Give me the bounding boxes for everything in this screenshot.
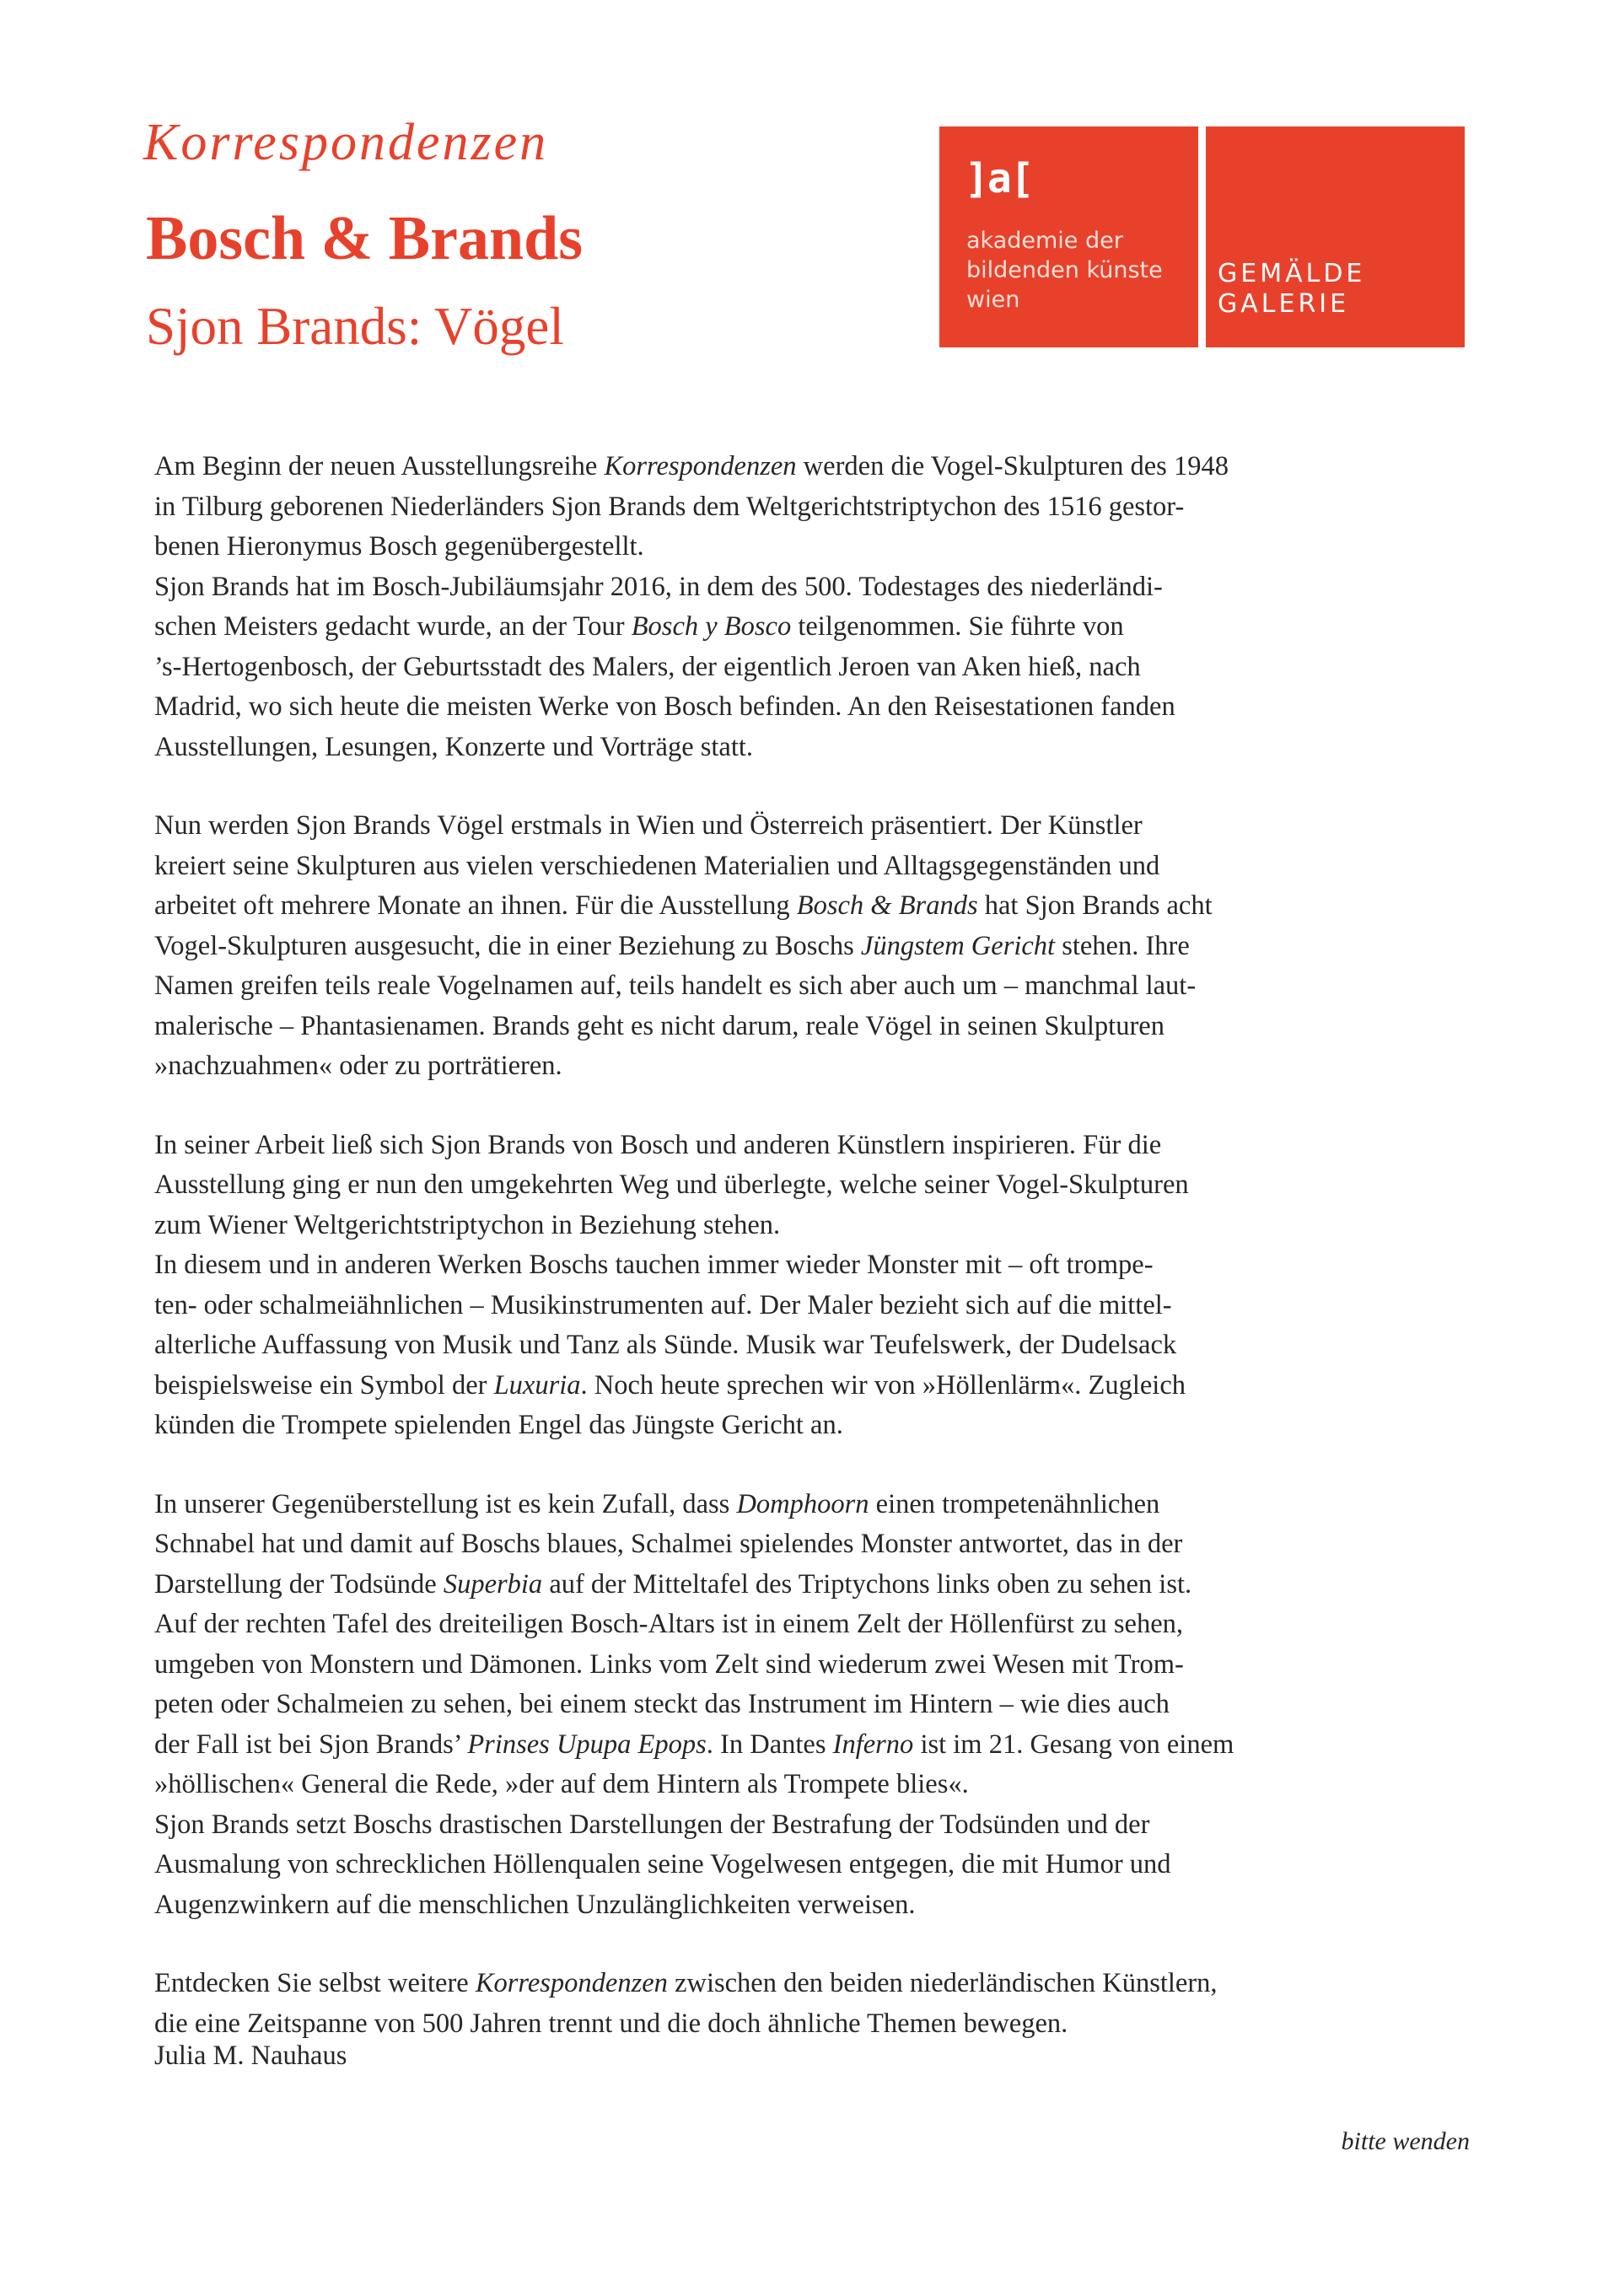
exhibition-subtitle: Sjon Brands: Vögel (146, 297, 564, 356)
text-run: beispielsweise ein Symbol der (154, 1369, 494, 1401)
text-run: Nun werden Sjon Brands Vögel erstmals in Wien und Österreich präsentiert. Der Künstler (154, 810, 1143, 841)
italic-title: Bosch & Brands (796, 890, 978, 921)
akademie-name-line: akademie der (966, 228, 1123, 254)
text-run: Sjon Brands hat im Bosch-Jubiläumsjahr 2016, in dem des 500. Todestages des niederländi- (154, 571, 1163, 602)
text-run: hat Sjon Brands acht (977, 890, 1213, 921)
italic-title: Luxuria (493, 1369, 581, 1401)
text-run: »nachzuahmen« oder zu porträtieren. (154, 1051, 562, 1081)
text-line (154, 1845, 1478, 1885)
italic-title: Jüngstem Gericht (860, 930, 1056, 961)
gemaeldegalerie-logo (1206, 126, 1465, 347)
text-line (154, 1805, 1478, 1846)
text-run: ’s-Hertogenbosch, der Geburtsstadt des Malers, der eigentlich Jeroen van Aken hieß, nach (154, 651, 1141, 682)
gemaeldegalerie-name (1218, 259, 1365, 320)
text-run: »höllischen« General die Rede, »der auf dem Hintern als Trompete blies«. (154, 1769, 969, 1799)
text-run: zwischen den beiden niederländischen Künstlern, (667, 1968, 1218, 1998)
text-run: auf der Mitteltafel des Triptychons links oben zu sehen ist. (542, 1568, 1192, 1600)
series-title: Korrespondenzen (143, 114, 549, 171)
text-line (154, 1126, 1478, 1166)
text-line (154, 687, 1478, 728)
text-run: die eine Zeitspanne von 500 Jahren trennt und die doch ähnliche Themen bewegen. (154, 2008, 1068, 2039)
text-run: der Fall ist bei Sjon Brands’ (154, 1729, 468, 1760)
text-run: malerische – Phantasienamen. Brands geht es nicht darum, reale Vögel in seinen Skulpturen (154, 1010, 1164, 1041)
text-run: Sjon Brands setzt Boschs drastischen Darstellungen der Bestrafung der Todsünden und der (154, 1809, 1150, 1840)
text-line (154, 1645, 1478, 1686)
text-run: Augenzwinkern auf die menschlichen Unzulänglichkeiten verweisen. (154, 1889, 916, 1920)
text-run: . Noch heute sprechen wir von »Höllenlärm«. Zugleich (580, 1369, 1186, 1401)
text-run: Ausmalung von schrecklichen Höllenqualen seine Vogelwesen entgegen, die mit Humor und (154, 1849, 1171, 1879)
akademie-name-line: bildenden künste (966, 257, 1163, 283)
akademie-logo (939, 126, 1198, 347)
text-run: Madrid, wo sich heute die meisten Werke von Bosch befinden. An den Reisestationen fanden (154, 691, 1175, 722)
akademie-name-line: wien (966, 287, 1020, 313)
akademie-mark: ]a[ (965, 155, 1033, 202)
text-line (154, 1485, 1478, 1525)
text-line (154, 527, 1478, 567)
text-run: umgeben von Monstern und Dämonen. Links vom Zelt sind wiederum zwei Wesen mit Trom- (154, 1648, 1184, 1680)
text-run: zum Wiener Weltgerichtstriptychon in Beziehung stehen. (154, 1209, 781, 1240)
akademie-name (966, 226, 1163, 315)
text-run: teilgenommen. Sie führte von (791, 611, 1124, 642)
body-paragraph (154, 1126, 1478, 1446)
text-run: Ausstellungen, Lesungen, Konzerte und Vorträge statt. (154, 731, 754, 762)
body-paragraph (154, 1964, 1478, 2044)
text-line (154, 847, 1478, 887)
body-paragraph (154, 806, 1478, 1087)
italic-title: Korrespondenzen (475, 1968, 668, 1998)
body-text (154, 447, 1478, 2083)
text-line (154, 966, 1478, 1007)
gemaeldegalerie-name-line: GEMÄLDE (1218, 259, 1366, 288)
text-run: Darstellung der Todsünde (154, 1568, 444, 1600)
text-line (154, 1765, 1478, 1805)
text-line (154, 1964, 1478, 2004)
italic-title: Korrespondenzen (604, 451, 797, 481)
please-turn-over-note: bitte wenden (1341, 2127, 1470, 2155)
text-run: . In Dantes (706, 1729, 833, 1760)
text-line (154, 886, 1478, 927)
text-line (154, 1524, 1478, 1565)
italic-title: Prinses Upupa Epops (467, 1729, 707, 1760)
gemaeldegalerie-name-line: GALERIE (1218, 289, 1350, 319)
text-line (154, 1007, 1478, 1047)
text-run: Schnabel hat und damit auf Boschs blaues, Schalmei spielendes Monster antwortet, das in der (154, 1529, 1183, 1559)
body-paragraph (154, 447, 1478, 767)
text-line (154, 1165, 1478, 1206)
text-run: benen Hieronymus Bosch gegenübergestellt. (154, 531, 644, 562)
text-run: peten oder Schalmeien zu sehen, bei einem steckt das Instrument im Hintern – wie dies auch (154, 1689, 1170, 1719)
text-line (154, 2004, 1478, 2045)
text-run: Auf der rechten Tafel des dreiteiligen Bosch-Altars ist in einem Zelt der Höllenfürst zu sehen, (154, 1609, 1183, 1639)
italic-title: Inferno (832, 1729, 914, 1760)
text-run: Vogel-Skulpturen ausgesucht, die in einer Beziehung zu Boschs (154, 930, 861, 961)
text-line (154, 927, 1478, 967)
text-line (154, 1406, 1478, 1446)
text-line (154, 1046, 1478, 1087)
text-run: ist im 21. Gesang von einem (913, 1729, 1234, 1760)
text-line (154, 447, 1478, 487)
text-run: einen trompetenähnlichen (869, 1488, 1160, 1519)
text-line (154, 728, 1478, 768)
text-run: in Tilburg geborenen Niederländers Sjon Brands dem Weltgerichtstriptychon des 1516 gestor- (154, 491, 1185, 522)
text-line (154, 1725, 1478, 1766)
text-line (154, 1245, 1478, 1286)
text-line (154, 806, 1478, 847)
text-run: künden die Trompete spielenden Engel das Jüngste Gericht an. (154, 1410, 843, 1440)
exhibition-title: Bosch & Brands (146, 204, 584, 273)
text-line (154, 1366, 1478, 1406)
text-run: In diesem und in anderen Werken Boschs tauchen immer wieder Monster mit – oft trompe- (154, 1250, 1154, 1280)
text-run: kreiert seine Skulpturen aus vielen verschiedenen Materialien und Alltagsgegenständen und (154, 850, 1160, 881)
text-run: In seiner Arbeit ließ sich Sjon Brands von Bosch und anderen Künstlern inspirieren. Für die (154, 1129, 1162, 1160)
text-line (154, 648, 1478, 688)
text-run: Ausstellung ging er nun den umgekehrten Weg und überlegte, welche seiner Vogel-Skulpturen (154, 1170, 1189, 1200)
text-run: In unserer Gegenüberstellung ist es kein Zufall, dass (154, 1488, 737, 1519)
text-line (154, 1685, 1478, 1725)
author-signature: Julia M. Nauhaus (154, 2041, 347, 2071)
italic-title: Superbia (443, 1568, 543, 1600)
text-line (154, 1565, 1478, 1605)
text-run: Entdecken Sie selbst weitere (154, 1968, 476, 1998)
text-line (154, 1206, 1478, 1246)
text-line (154, 1885, 1478, 1926)
text-line (154, 607, 1478, 648)
text-line (154, 1325, 1478, 1366)
text-run: Am Beginn der neuen Ausstellungsreihe (154, 451, 605, 481)
text-line (154, 487, 1478, 528)
text-run: schen Meisters gedacht wurde, an der Tour (154, 611, 632, 642)
text-line (154, 567, 1478, 608)
text-run: ten- oder schalmeiähnlichen – Musikinstrumenten auf. Der Maler bezieht sich auf die mittel- (154, 1289, 1172, 1320)
text-run: alterliche Auffassung von Musik und Tanz als Sünde. Musik war Teufelswerk, der Dudelsack (154, 1330, 1177, 1360)
italic-title: Bosch y Bosco (631, 611, 792, 642)
body-paragraph (154, 1485, 1478, 1926)
text-line (154, 1605, 1478, 1645)
text-run: stehen. Ihre (1055, 930, 1190, 961)
text-run: Namen greifen teils reale Vogelnamen auf, teils handelt es sich aber auch um – manchmal laut- (154, 971, 1197, 1001)
italic-title: Domphoorn (736, 1488, 869, 1519)
text-run: arbeitet oft mehrere Monate an ihnen. Für die Ausstellung (154, 890, 797, 921)
text-run: werden die Vogel-Skulpturen des 1948 (796, 451, 1229, 481)
text-line (154, 1286, 1478, 1326)
